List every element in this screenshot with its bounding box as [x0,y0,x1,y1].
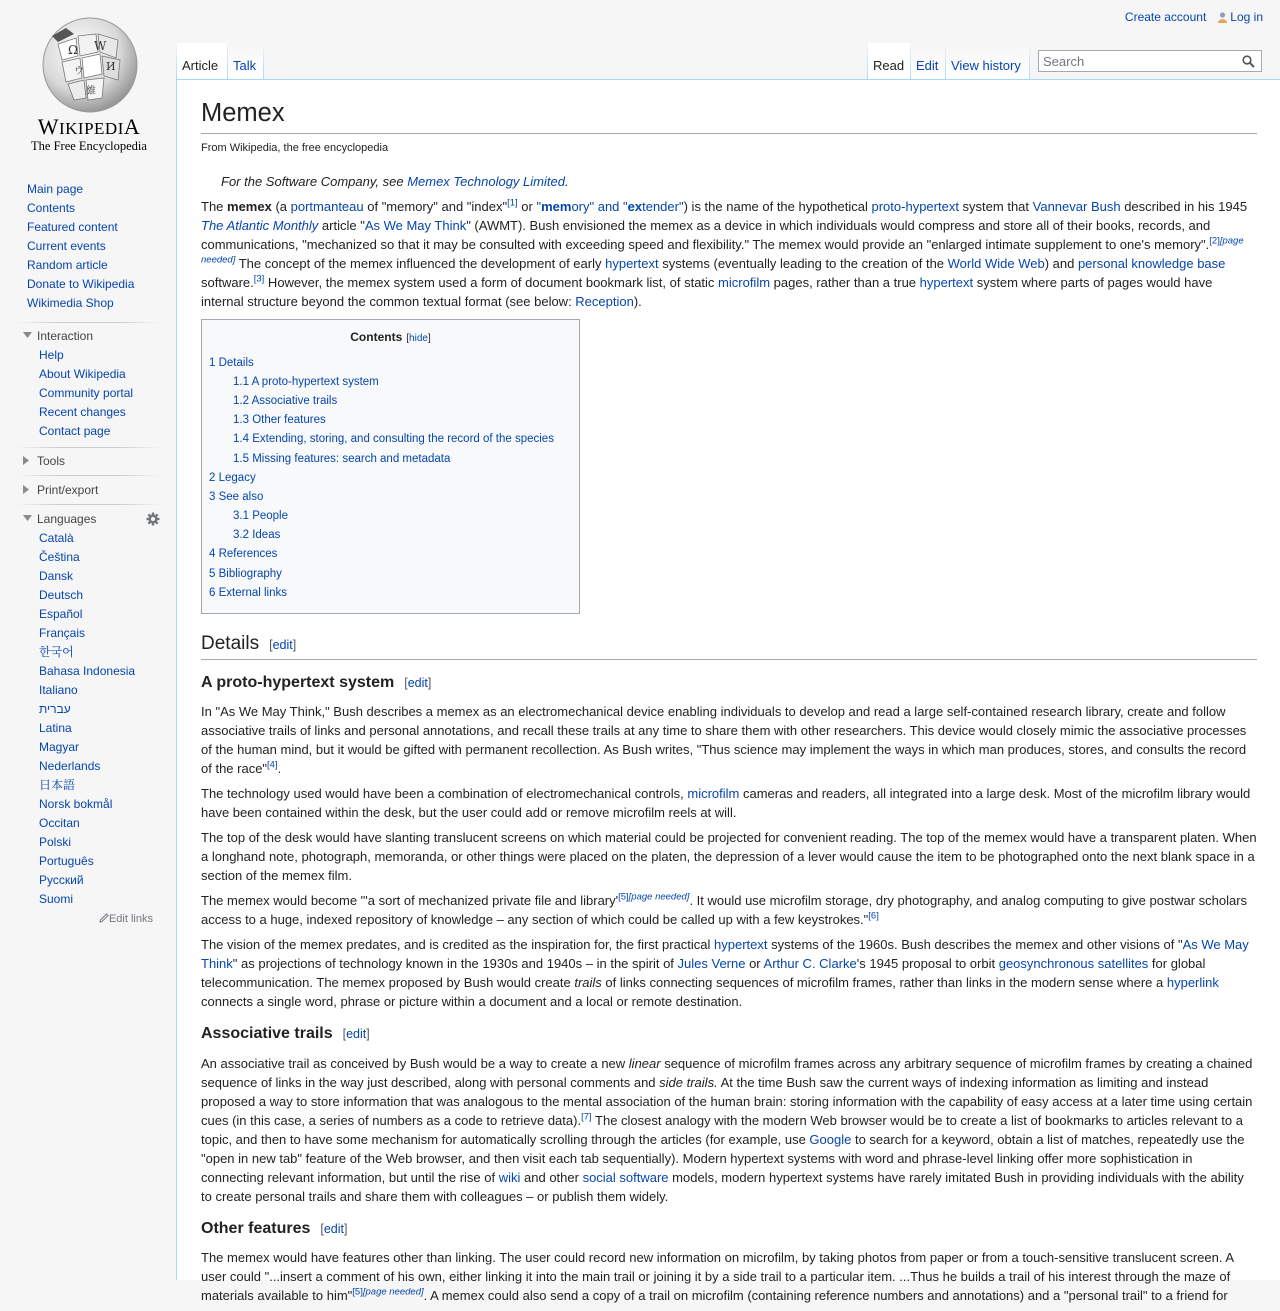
language-link[interactable]: Čeština [39,550,80,564]
text-run: . It would use microfilm storage, dry photography, and analog computing to give postwar scholars access to a huge, indexed repository of knowledge – any section of which could be called up with a few keystrokes." [201,893,1248,928]
toc-item[interactable] [209,450,572,469]
inline-link[interactable]: Reception [575,293,634,309]
sidebar-item-interaction[interactable]: About Wikipedia [39,367,126,381]
inline-link[interactable]: Jules Verne [677,956,746,972]
tab-article[interactable] [177,43,227,79]
body-paragraph [201,702,1257,778]
sidebar-item-nav[interactable]: Random article [27,258,108,272]
inline-link[interactable]: hypertext [605,255,659,271]
section-title: A proto-hypertext system [201,673,395,691]
create-account-link[interactable]: Create account [1124,10,1207,24]
tab-article-label: Article [182,58,219,73]
svg-text:W: W [94,39,107,53]
text-run: is the name of the hypothetical [687,198,872,214]
hatnote [201,172,1257,191]
language-link[interactable]: Suomi [39,892,74,906]
text-run: The top of the desk would have slanting translucent screens on which material could be projected for convenient reading. The top of the memex would have a transparent platen. When a longhand note, photograph, memoranda, or other things were placed on the platen, the depression of a lever would cause the item to be photographed onto the next blank space in a section of the memex film. [201,830,1257,884]
toc-text: See also [218,490,264,503]
text-run: systems (eventually leading to the creation of the [658,255,948,271]
language-link[interactable]: 한국어 [39,645,74,659]
toc-text: Details [218,356,254,369]
svg-text:Ω: Ω [68,43,78,57]
sidebar-item-nav[interactable]: Donate to Wikipedia [27,277,135,291]
toc-item[interactable] [209,430,572,449]
portal-printexport-heading[interactable] [0,480,176,500]
tagline: The Free Encyclopedia [31,139,147,153]
citation-ref[interactable]: [3] [253,273,265,285]
proto-hypertext-body [201,702,1257,1011]
hatnote-prefix: For the Software Company, see [221,173,408,189]
toc-text: Ideas [252,529,281,542]
inline-link[interactable]: Vannevar Bush [1032,198,1121,214]
sidebar-item-nav[interactable]: Contents [27,201,76,215]
section-heading-other-features [201,1218,1257,1240]
citation-ref[interactable]: [1] [507,197,518,209]
chevron-down-icon [23,332,32,339]
inline-link[interactable]: microfilm [718,274,771,290]
language-link[interactable]: Русский [39,873,84,887]
citation-needed[interactable]: [page needed] [362,1286,424,1298]
text-run: sequence of microfilm frames across any arbitrary sequence of microfilm frames by creating a chained sequence of links in the way just described, along with personal comments and [201,1055,1253,1090]
tab-history-label: View history [951,58,1021,73]
text-run: The memex would become "'a sort of mechanized private file and library' [201,893,619,909]
section-title: Details [201,633,260,655]
sidebar-item-interaction[interactable]: Recent changes [39,405,126,419]
italic-text: side trails. [659,1074,718,1090]
text-run: software. [201,274,254,290]
search-icon[interactable] [1242,55,1255,68]
edit-links[interactable] [0,909,176,929]
section-edit[interactable]: [edit] [342,1027,370,1042]
toc-number: 1.1 [233,375,249,388]
toc-text: Missing features: search and metadata [252,452,451,465]
inline-link[interactable]: World Wide Web [947,255,1045,271]
page-title: Memex [201,98,1257,134]
text-run: systems of the 1960s. Bush describes the memex and other visions of " [767,937,1183,953]
text-run: cameras and readers, all integrated into a large desk. Most of the microfilm library would have been contained within the desk, but the user could add or remove microfilm reels at will. [201,786,1251,821]
text-run: or [517,198,537,214]
language-link[interactable]: Nederlands [39,759,101,773]
edit-links-label: Edit links [108,913,153,925]
wordmark: WIKIPEDIA [37,114,141,139]
portal-printexport-label: Print/export [37,483,99,497]
inline-link[interactable]: The Atlantic Monthly [201,217,319,233]
language-link[interactable]: Português [39,854,94,868]
search-input[interactable] [1039,51,1233,71]
language-link[interactable]: Deutsch [39,588,84,602]
language-link[interactable]: Italiano [39,683,78,697]
chevron-right-icon [23,456,30,465]
inline-link[interactable]: ory" and "ex [571,198,643,214]
inline-link[interactable]: Google [809,1131,852,1147]
section-edit[interactable]: [edit] [404,675,432,690]
content-area [176,79,1280,1303]
text-run: or [745,956,764,972]
toc-text: Bibliography [218,567,282,580]
toc-text: Extending, storing, and consulting the record of the species [252,433,554,446]
italic-text: linear [628,1055,661,1071]
language-link[interactable]: עברית [39,702,71,716]
inline-link[interactable]: Arthur C. Clarke [763,956,857,972]
hatnote-suffix: . [564,173,569,189]
table-of-contents [201,319,580,614]
toc-title-text: Contents [350,329,403,344]
tab-separator [263,43,264,79]
tab-talk-label: Talk [233,58,257,73]
toc-number: 3.2 [233,529,249,542]
toc-item[interactable] [209,526,572,545]
portal-languages-heading[interactable] [0,509,176,529]
inline-link[interactable]: "mem [536,198,572,214]
edit-link: edit [272,638,293,653]
language-link[interactable]: Norsk bokmål [39,797,113,811]
text-run: article " [318,217,365,233]
associative-trails-paragraph [201,1054,1257,1206]
citation-needed[interactable]: [page needed] [628,891,690,903]
body-paragraph [201,828,1257,885]
text-run: and other [520,1169,583,1185]
edit-link: edit [346,1027,367,1042]
toc-item[interactable] [209,507,572,526]
text-run: ) and [1044,255,1078,271]
section-heading-proto-hypertext [201,672,1257,694]
toc-number: 1.3 [233,414,249,427]
text-run: to search for a keyword, obtain a list of matches, repeatedly use the "open in new tab" feature of the Web browser, and then visit each tab sequentially). Modern hypertext systems with word and phrase-level linking offer more sophistication in connecting relevant information, but until the rise of [201,1131,1245,1185]
sidebar-interaction-list [0,346,176,441]
text-run: of "memory" and "index" [363,198,508,214]
sidebar-item-nav[interactable]: Featured content [27,220,118,234]
pencil-icon [99,913,109,923]
tab-view-history[interactable] [946,43,1029,79]
body-paragraph [201,891,1257,929]
edit-link: edit [407,675,428,690]
globe-icon [38,16,142,114]
tab-read[interactable] [868,43,910,79]
language-link[interactable]: Español [39,607,83,621]
toc-number: 1 [209,356,216,369]
edit-link: edit [323,1221,345,1236]
language-link[interactable]: Català [39,531,74,545]
inline-link[interactable]: personal knowledge base [1077,255,1226,271]
inline-link[interactable]: hypertext [919,274,974,290]
toc-number: 3.1 [233,510,249,523]
inline-link[interactable]: As We May Think [364,217,467,233]
text-run: The memex would have features other than linking. The user could record new information on microfilm, by taking photos from paper or from a touch-sensitive translucent screen. A user could "...insert a comment of his own, either linking it into the main trail or joining it by a side trail to a particular item. ...Thus he builds a trail of his interest through the maze of materials available to him" [201,1249,1234,1303]
toc-number: 1.4 [233,433,249,446]
language-link[interactable]: Occitan [39,816,80,830]
inline-link[interactable]: tender" [642,198,684,214]
text-run: . [277,761,282,777]
sidebar-item-nav[interactable]: Wikimedia Shop [27,296,114,310]
portal-tools-heading[interactable] [0,451,176,471]
language-link[interactable]: Dansk [39,569,74,583]
toc-list [209,354,572,603]
toc-item[interactable] [209,584,572,603]
citation-needed[interactable]: [page needed] [201,235,1244,266]
text-run: pages, rather than a true [770,274,920,290]
svg-text:ウ: ウ [74,66,84,77]
language-link[interactable]: Français [39,626,86,640]
user-icon [1218,12,1227,23]
tab-edit[interactable] [911,43,945,79]
citation-ref[interactable]: [2] [1209,235,1220,247]
wikipedia-logo[interactable] [20,12,160,157]
sidebar [0,180,176,929]
section-heading-associative-trails [201,1023,1257,1045]
hatnote-link[interactable]: Memex Technology Limited [407,173,565,189]
citation-ref[interactable]: [7] [581,1111,592,1123]
inline-link[interactable]: social software [582,1169,669,1185]
text-run: (a [271,198,291,214]
toc-number: 2 [209,471,216,484]
toc-text: A proto-hypertext system [251,375,379,388]
text-run: The vision of the memex predates, and is credited as the inspiration for, the first practical [201,937,715,953]
toc-item[interactable] [209,488,572,507]
text-run: The technology used would have been a combination of electromechanical controls, [201,786,688,802]
language-link[interactable]: Magyar [39,740,80,754]
log-in-link[interactable]: Log in [1230,10,1263,24]
toc-item[interactable] [209,411,572,430]
section-edit[interactable]: [edit] [269,638,297,653]
citation-ref[interactable]: [6] [868,910,879,922]
italic-text: trails [574,975,602,991]
sidebar-item-nav[interactable]: Current events [27,239,106,253]
body-paragraph [201,784,1257,822]
sidebar-navigation [0,180,176,313]
svg-text:И: И [106,60,116,73]
toc-item[interactable] [209,469,572,488]
inline-link[interactable]: hyperlink [1166,975,1219,991]
inline-link[interactable]: As We May Think [201,937,1249,972]
tab-separator [1029,43,1030,79]
sidebar-item-interaction[interactable]: Contact page [39,424,111,438]
inline-link[interactable]: wiki [498,1169,521,1185]
login-link-wrap[interactable] [1218,10,1263,24]
text-run: An associative trail as conceived by Bush would be a way to create a new [201,1055,629,1071]
inline-link[interactable]: hypertext [714,937,768,953]
toc-text: External links [218,586,287,599]
tab-edit-label: Edit [916,58,939,73]
search-box [1038,50,1262,72]
toc-hide-link: hide [409,332,428,344]
portal-tools-label: Tools [37,454,66,468]
sidebar-item-nav[interactable]: Main page [27,182,84,196]
tab-talk[interactable] [228,43,263,79]
toc-item[interactable] [209,392,572,411]
tab-read-label: Read [873,58,905,73]
text-run: 's 1945 proposal to orbit [856,956,999,972]
toc-item[interactable] [209,373,572,392]
text-run: connects a single word, phrase or picture within a document and a local or remote destination. [201,994,743,1010]
toc-number: 5 [209,567,216,580]
toc-item[interactable] [209,354,572,373]
text-run: " as projections of technology known in the 1930s and 1940s – in the spirit of [232,956,678,972]
body-paragraph [201,935,1257,1011]
toc-text: People [252,510,289,523]
section-title: Other features [201,1219,311,1237]
svg-text:維: 維 [86,86,96,97]
inline-link[interactable]: microfilm [687,786,740,802]
toc-hide-toggle[interactable]: [hide] [406,332,431,344]
text-run: system where parts of pages would have internal structure beyond the common textual format (see below: [201,274,1213,309]
toc-title [209,328,572,348]
text-run: " (AWMT). Bush envisioned the memex as a device in which individuals would compress and store all of their books, records, and communications, "mechanized so that it may be consulted with exceeding speed and flexibility." The memex would provide an "enlarged intimate supplement to one's memory". [201,217,1211,252]
language-link[interactable]: Polski [39,835,72,849]
citation-ref[interactable]: [5] [352,1286,363,1298]
toc-number: 6 [209,586,216,599]
toc-number: 3 [209,490,216,503]
inline-link[interactable]: geosynchronous satellites [998,956,1149,972]
toc-item[interactable] [209,565,572,584]
sidebar-item-interaction[interactable]: Help [39,348,64,362]
language-link[interactable]: Latina [39,721,72,735]
intro-paragraph: The memex (a portmanteau of "memory" and "index"[1] or "memory" and "extender") is the name of the hypothetical proto-hypertext system that Vannevar Bush described in his 1945 The Atlantic Monthly article "As We May Think" (AWMT). Bush envisioned the memex as a device in which individuals would compress and store all of their books, records, and communications, "mechanized so that it may be consulted with exceeding speed and flexibility." The memex would provide an "enlarged intimate supplement to one's memory".[2][page needed] The concept of the memex influenced the development of early hypertext systems (eventually leading to the creation of the World Wide Web) and personal knowledge base software.[3] However, the memex system used a form of document bookmark list, of static microfilm pages, rather than a true hypertext system where parts of pages would have internal structure beyond the common textual format (see below: Reception). [201,197,1248,309]
text-run: The closest analogy with the modern Web browser would be to create a list of bookmarks to articles relevant to a topic, and then to have some mechanism for automatically scrolling through the articles (for example, use [201,1112,1243,1147]
citation-ref[interactable]: [5] [618,891,629,903]
portal-languages-label: Languages [37,512,97,526]
chevron-down-icon [23,515,32,522]
toc-number: 4 [209,548,216,561]
text-run: In "As We May Think," Bush describes a memex as an electromechanical device enabling individuals to develop and read a large self-contained research library, create and follow associative trails of links and personal annotations, and recall these trails at any time to share them with other researchers. This device would closely mimic the associative processes of the human mind, but it would be gifted with permanent recollection. As Bush writes, "Thus science may implement the ways in which man produces, stores, and consults the record of the race" [201,704,1247,777]
text-run: . A memex could also send a copy of a trail on microfilm (containing reference numbers and annotations) and a "personal trail" to a friend for [423,1287,1228,1303]
text-run: system that [958,198,1033,214]
text-run: described in his 1945 [1120,198,1248,214]
toc-number: 1.2 [233,394,249,407]
bold-term: memex [227,198,272,214]
text-run: At the time Bush saw the current ways of indexing information as limiting and instead proposed a way to store information that was analogous to the mental association of the human brain: storing information with the capability of easy access at a later time using certain cues (in this case, a series of numbers as a code to retrieve data). [201,1074,1253,1128]
gear-icon[interactable] [146,512,160,526]
language-link[interactable]: Bahasa Indonesia [39,664,136,678]
text-run: The concept of the memex influenced the development of early [235,255,606,271]
text-run: However, the memex system used a form of document bookmark list, of static [264,274,719,290]
text-run: of links connecting sequences of microfilm frames, rather than links in the modern sense where a [601,975,1167,991]
section-edit[interactable]: [edit] [320,1221,348,1236]
text-run: The [201,198,228,214]
sidebar-item-interaction[interactable]: Community portal [39,386,134,400]
section-title: Associative trails [201,1025,333,1043]
inline-link[interactable]: proto-hypertext [871,198,959,214]
toc-item[interactable] [209,545,572,564]
text-run: for global telecommunication. The memex proposed by Bush would create [201,956,1206,991]
language-link[interactable]: 日本語 [39,778,76,792]
personal-tools [1125,10,1263,24]
toc-text: Other features [252,414,326,427]
portal-interaction-heading[interactable] [0,326,176,346]
toc-text: References [218,548,278,561]
other-features-paragraph [201,1248,1257,1305]
text-run: ). [633,293,642,309]
sidebar-languages-list [0,529,176,909]
toc-text: Legacy [218,471,256,484]
text-run: models, modern hypertext systems have rarely imitated Bush in providing individuals with the ability to create personal trails and share them with colleagues – or publish them widely. [201,1169,1244,1204]
site-subtitle: From Wikipedia, the free encyclopedia [201,141,389,154]
portal-interaction-label: Interaction [37,329,94,343]
chevron-right-icon [23,485,30,494]
inline-link[interactable]: portmanteau [290,198,364,214]
citation-ref[interactable]: [4] [267,759,278,771]
toc-number: 1.5 [233,452,249,465]
toc-text: Associative trails [251,394,338,407]
section-heading-details [201,632,1257,660]
